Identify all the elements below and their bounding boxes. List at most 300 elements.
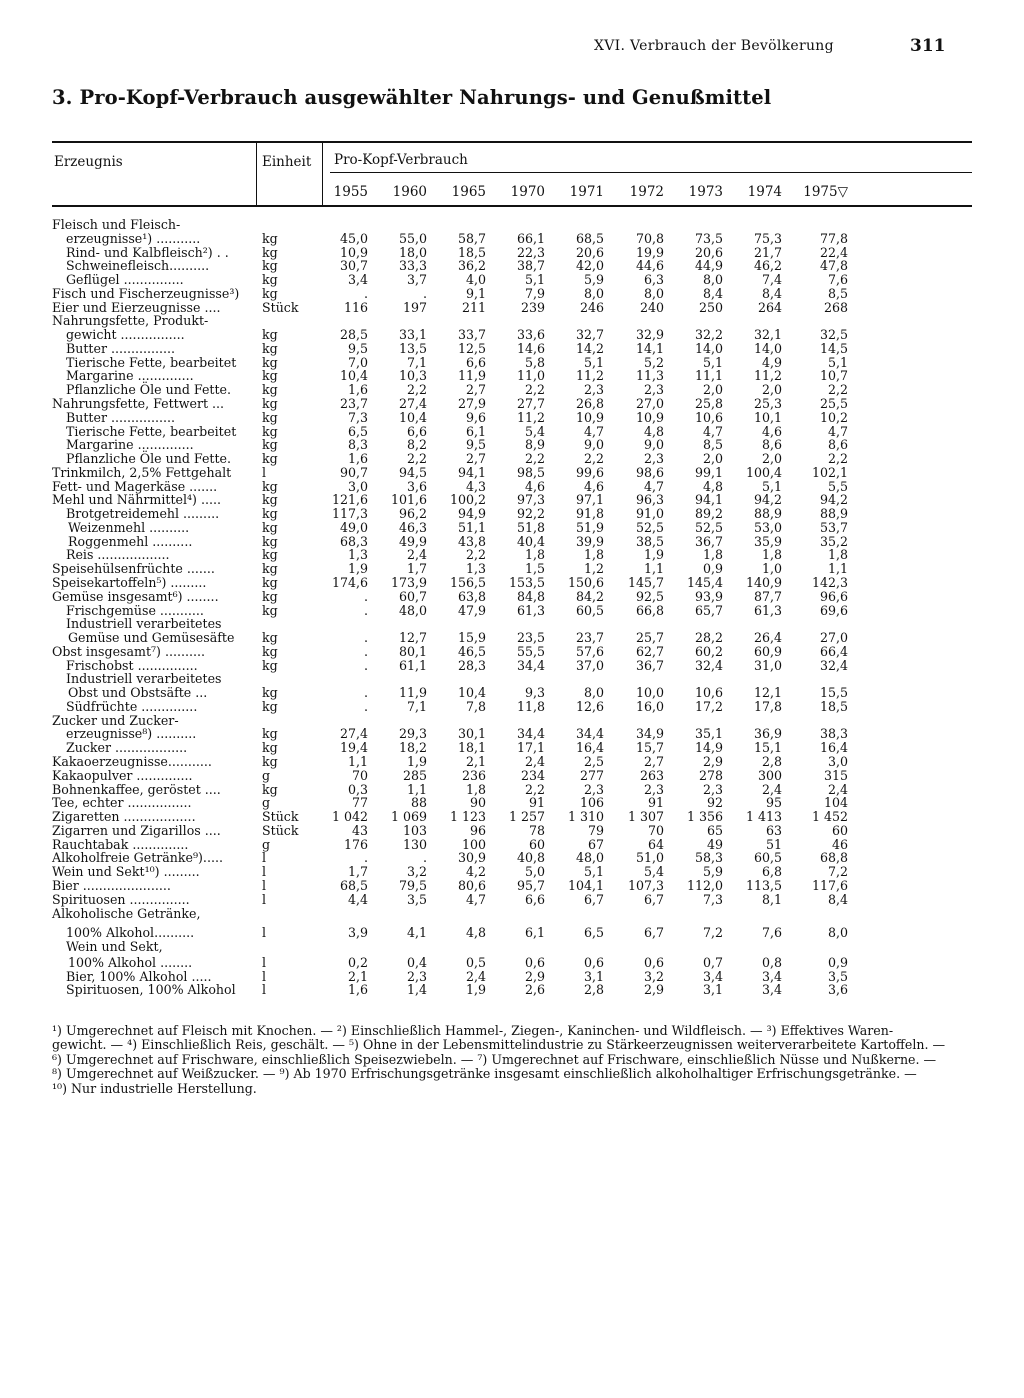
value-cell: 3,4 [761,968,782,984]
row-unit: kg [262,423,278,439]
table-row [0,956,1024,970]
value-cell: 34,4 [575,726,604,742]
row-label: Schweinefleisch.......... [66,258,210,274]
value-cell: 14,0 [753,340,782,356]
value-cell: 1,5 [524,561,545,577]
value-cell: 14,9 [694,740,723,756]
value-cell: 6,6 [465,354,486,370]
row-label: Brotgetreidemehl ......... [66,506,220,522]
value-cell: 63,8 [457,588,486,604]
value-cell: 2,0 [702,382,723,398]
value-cell: 211 [461,299,486,315]
footnotes [52,1024,952,1096]
row-unit: kg [262,726,278,742]
value-cell: 32,5 [819,327,848,343]
value-cell: 2,4 [761,781,782,797]
value-cell: 0,6 [643,954,664,970]
value-cell: 8,5 [702,437,723,453]
value-cell: 38,3 [819,726,848,742]
value-cell: 32,7 [575,327,604,343]
value-cell: 28,2 [694,630,723,646]
value-cell: 27,0 [819,630,848,646]
value-cell: 89,2 [694,506,723,522]
value-cell: 2,4 [827,781,848,797]
table-row [0,879,1024,893]
value-cell: 3,4 [347,272,368,288]
value-cell: 5,8 [524,354,545,370]
row-label: Bier ...................... [52,877,171,893]
row-unit: l [262,891,267,907]
value-cell: 96,3 [635,492,664,508]
value-cell: 27,0 [635,396,664,411]
value-cell: 7,1 [406,354,427,370]
value-cell: 98,5 [516,464,545,480]
row-label: Roggenmehl .......... [68,533,193,549]
row-label: Tee, echter ................ [52,795,192,811]
row-label: Zucker .................. [66,740,188,756]
value-cell: 27,4 [398,396,427,411]
value-cell: 6,6 [406,423,427,439]
value-cell: 174,6 [331,575,368,591]
value-cell: 2,3 [643,382,664,398]
row-label: Speisehülsenfrüchte ....... [52,561,215,577]
value-cell: 88,9 [753,506,782,522]
value-cell: 264 [757,299,782,315]
row-label: Speisekartoffeln⁵) ......... [52,575,207,591]
row-label: Zigarren und Zigarillos .... [52,822,221,838]
value-cell: 4,6 [761,423,782,439]
row-unit: l [262,968,267,984]
value-cell: 33,7 [457,327,486,343]
value-cell: 5,4 [643,864,664,880]
value-cell: 43 [351,822,368,838]
value-cell: 6,7 [643,925,664,941]
value-cell: 96,2 [398,506,427,522]
row-unit: Stück [262,809,299,825]
value-cell: 92,2 [516,506,545,522]
value-cell: 26,4 [753,630,782,646]
value-cell: 117,3 [331,506,368,522]
value-cell: 1 310 [567,809,604,825]
row-label: Wein und Sekt, [66,939,163,955]
value-cell: 4,2 [465,864,486,880]
value-cell: 88 [410,795,427,811]
value-cell: 34,9 [635,726,664,742]
year-header: 1955 [333,184,368,200]
value-cell: 35,9 [753,533,782,549]
value-cell: 95 [765,795,782,811]
value-cell: 33,1 [398,327,427,343]
table-row [0,755,1024,769]
table-row [0,218,1024,232]
value-cell: 40,8 [516,850,545,866]
value-cell: 8,1 [761,891,782,907]
value-cell: 3,0 [347,478,368,494]
value-cell: 3,2 [643,968,664,984]
value-cell: 5,1 [827,354,848,370]
value-cell: 99,1 [694,464,723,480]
value-cell: 55,0 [398,230,427,246]
footnote-line: gewicht. — ⁴) Einschließlich Reis, geschält. — ⁵) Ohne in der Lebensmittelindustrie zu Stärkeerzeugnissen weiterverarbeitete Kartoffeln. — [52,1037,946,1053]
value-cell: 8,4 [761,285,782,301]
row-unit: kg [262,327,278,343]
value-cell: 88,9 [819,506,848,522]
value-cell: 18,5 [819,698,848,714]
row-label: Rauchtabak .............. [52,836,189,852]
value-cell: 2,1 [347,968,368,984]
value-cell: 18,0 [398,244,427,260]
row-label: Zigaretten .................. [52,809,196,825]
value-cell: 10,9 [575,409,604,425]
row-label: Bohnenkaffee, geröstet .... [52,781,221,797]
value-cell: 6,1 [524,925,545,941]
value-cell: 27,9 [457,396,486,411]
value-cell: 4,8 [465,925,486,941]
value-cell: . [363,657,368,673]
value-cell: 30,7 [339,258,368,274]
value-cell: 60,2 [694,643,723,659]
year-header: 1971 [569,184,604,200]
value-cell: 2,9 [702,754,723,770]
value-cell: 100,2 [449,492,486,508]
value-cell: 2,1 [465,754,486,770]
year-header: 1973 [688,184,723,200]
value-cell: 8,9 [524,437,545,453]
value-cell: 10,9 [339,244,368,260]
value-cell: 49 [706,836,723,852]
value-cell: 2,7 [465,451,486,467]
value-cell: . [363,630,368,646]
value-cell: 80,6 [457,877,486,893]
value-cell: 5,1 [583,864,604,880]
value-cell: 60,9 [753,643,782,659]
value-cell: 173,9 [390,575,427,591]
value-cell: 21,7 [753,244,782,260]
value-cell: 5,1 [702,354,723,370]
value-cell: 10,0 [635,685,664,701]
value-cell: 6,7 [583,891,604,907]
value-cell: 1 069 [390,809,427,825]
value-cell: 2,2 [406,451,427,467]
value-cell: 8,4 [827,891,848,907]
value-cell: 1,8 [524,547,545,563]
value-cell: 2,5 [583,754,604,770]
row-unit: g [262,767,271,783]
value-cell: 16,4 [819,740,848,756]
row-unit: kg [262,437,278,453]
value-cell: 46,5 [457,643,486,659]
value-cell: 4,8 [643,423,664,439]
value-cell: 4,7 [583,423,604,439]
row-label: Pflanzliche Öle und Fette. [66,451,231,467]
value-cell: 8,2 [406,437,427,453]
value-cell: 36,7 [635,657,664,673]
value-cell: 98,6 [635,464,664,480]
value-cell: 1 257 [508,809,545,825]
value-cell: 0,9 [702,561,723,577]
value-cell: 8,3 [347,437,368,453]
table-row [0,466,1024,480]
value-cell: 51,1 [457,519,486,535]
value-cell: 17,1 [516,740,545,756]
row-label: Tierische Fette, bearbeitet [66,423,237,439]
value-cell: 46,2 [753,258,782,274]
value-cell: 1,8 [583,547,604,563]
row-label: gewicht ................ [66,327,185,343]
value-cell: 12,7 [398,630,427,646]
value-cell: 90 [469,795,486,811]
value-cell: 4,7 [643,478,664,494]
value-cell: 94,5 [398,464,427,480]
value-cell: 22,4 [819,244,848,260]
table-row [0,645,1024,659]
value-cell: 37,0 [575,657,604,673]
table-row [0,893,1024,907]
value-cell: 7,2 [702,925,723,941]
value-cell: 14,1 [635,340,664,356]
value-cell: 153,5 [508,575,545,591]
value-cell: 48,0 [398,602,427,618]
footnote-line: ¹⁰) Nur industrielle Herstellung. [52,1080,257,1096]
value-cell: 27,4 [339,726,368,742]
value-cell: 30,9 [457,850,486,866]
value-cell: 0,3 [347,781,368,797]
row-unit: kg [262,506,278,522]
value-cell: . [363,685,368,701]
value-cell: 6,5 [347,423,368,439]
table-row [0,411,1024,425]
value-cell: 92,5 [635,588,664,604]
row-label: Fett- und Magerkäse ....... [52,478,218,494]
value-cell: 3,5 [406,891,427,907]
value-cell: 17,8 [753,698,782,714]
value-cell: 7,2 [827,864,848,880]
value-cell: 93,9 [694,588,723,604]
row-label: Pflanzliche Öle und Fette. [66,382,231,398]
value-cell: 268 [823,299,848,315]
year-header: 1975▽ [803,184,848,200]
value-cell: 94,2 [819,492,848,508]
value-cell: 2,2 [524,382,545,398]
year-header: 1960 [392,184,427,200]
value-cell: 285 [402,767,427,783]
value-cell: 239 [520,299,545,315]
value-cell: 91,8 [575,506,604,522]
value-cell: 68,8 [819,850,848,866]
value-cell: 4,6 [524,478,545,494]
value-cell: 9,5 [347,340,368,356]
value-cell: 84,2 [575,588,604,604]
value-cell: 70 [647,822,664,838]
value-cell: 14,0 [694,340,723,356]
value-cell: 7,4 [761,272,782,288]
header-section-title: XVI. Verbrauch der Bevölkerung [594,38,834,54]
value-cell: 1,1 [827,561,848,577]
row-unit: kg [262,602,278,618]
value-cell: 156,5 [449,575,486,591]
value-cell: 2,7 [643,754,664,770]
value-cell: 51 [765,836,782,852]
value-cell: 0,9 [827,954,848,970]
value-cell: 33,3 [398,258,427,274]
column-divider [256,143,257,205]
value-cell: 47,9 [457,602,486,618]
value-cell: 57,6 [575,643,604,659]
value-cell: 2,4 [406,547,427,563]
value-cell: 66,8 [635,602,664,618]
row-unit: Stück [262,299,299,315]
value-cell: . [363,698,368,714]
value-cell: 14,2 [575,340,604,356]
value-cell: 9,1 [465,285,486,301]
value-cell: 2,3 [702,781,723,797]
value-cell: 3,0 [827,754,848,770]
value-cell: 68,5 [575,230,604,246]
table-row [0,342,1024,356]
value-cell: 176 [343,836,368,852]
value-cell: 2,2 [465,547,486,563]
value-cell: 75,3 [753,230,782,246]
value-cell: 66,1 [516,230,545,246]
value-cell: 4,6 [583,478,604,494]
value-cell: 36,9 [753,726,782,742]
value-cell: 25,7 [635,630,664,646]
year-header: 1970 [510,184,545,200]
value-cell: 26,8 [575,396,604,411]
value-cell: 17,2 [694,698,723,714]
row-label: 100% Alkohol.......... [66,925,195,941]
value-cell: 73,5 [694,230,723,246]
value-cell: 5,0 [524,864,545,880]
value-cell: 34,4 [516,726,545,742]
value-cell: 58,3 [694,850,723,866]
value-cell: 78 [528,822,545,838]
value-cell: 95,7 [516,877,545,893]
value-cell: 300 [757,767,782,783]
value-cell: 32,4 [694,657,723,673]
value-cell: 11,8 [516,698,545,714]
value-cell: 30,1 [457,726,486,742]
value-cell: 29,3 [398,726,427,742]
value-cell: . [363,850,368,866]
value-cell: 5,5 [827,478,848,494]
value-cell: 0,2 [347,954,368,970]
row-unit: kg [262,396,278,411]
year-header: 1972 [629,184,664,200]
value-cell: 1,7 [347,864,368,880]
row-unit: kg [262,630,278,646]
value-cell: . [422,850,427,866]
value-cell: 8,0 [643,285,664,301]
row-unit: l [262,864,267,880]
value-cell: 91,0 [635,506,664,522]
value-cell: 70 [351,767,368,783]
value-cell: 58,7 [457,230,486,246]
row-label: Mehl und Nährmittel⁴) ..... [52,492,221,508]
value-cell: 10,2 [819,409,848,425]
value-cell: 2,3 [643,781,664,797]
table-title: 3. Pro-Kopf-Verbrauch ausgewählter Nahrungs- und Genußmittel [52,86,772,109]
value-cell: 55,5 [516,643,545,659]
value-cell: 0,5 [465,954,486,970]
value-cell: 63 [765,822,782,838]
row-label: Kakaopulver .............. [52,767,193,783]
row-unit: kg [262,451,278,467]
value-cell: 4,1 [406,925,427,941]
value-cell: 1,9 [406,754,427,770]
value-cell: 7,0 [347,354,368,370]
value-cell: 2,7 [465,382,486,398]
value-cell: 94,2 [753,492,782,508]
row-unit: kg [262,561,278,577]
value-cell: 2,2 [827,382,848,398]
row-unit: kg [262,740,278,756]
value-cell: 7,3 [702,891,723,907]
value-cell: 150,6 [567,575,604,591]
table-row [0,907,1024,921]
value-cell: 142,3 [811,575,848,591]
value-cell: 53,0 [753,519,782,535]
row-unit: kg [262,588,278,604]
value-cell: 97,3 [516,492,545,508]
value-cell: 18,5 [457,244,486,260]
table-row [0,452,1024,466]
table-row [0,397,1024,411]
value-cell: 43,8 [457,533,486,549]
value-cell: 6,5 [583,925,604,941]
value-cell: 27,7 [516,396,545,411]
value-cell: 15,1 [753,740,782,756]
value-cell: . [363,588,368,604]
value-cell: 68,5 [339,877,368,893]
value-cell: 10,6 [694,409,723,425]
value-cell: 121,6 [331,492,368,508]
value-cell: 61,3 [516,602,545,618]
row-unit: l [262,850,267,866]
value-cell: 1,4 [406,982,427,998]
row-unit: kg [262,382,278,398]
table-row [0,700,1024,714]
value-cell: 10,4 [457,685,486,701]
value-cell: 33,6 [516,327,545,343]
value-cell: . [363,285,368,301]
row-label: Industriell verarbeitetes [66,616,222,632]
value-cell: 8,5 [827,285,848,301]
value-cell: 9,0 [643,437,664,453]
value-cell: 94,1 [694,492,723,508]
value-cell: 2,0 [702,451,723,467]
value-cell: 236 [461,767,486,783]
value-cell: 96,6 [819,588,848,604]
value-cell: 1 413 [745,809,782,825]
value-cell: 7,1 [406,698,427,714]
value-cell: 36,7 [694,533,723,549]
value-cell: 2,2 [524,781,545,797]
value-cell: 60,5 [753,850,782,866]
table-row [0,940,1024,954]
row-label: Geflügel ............... [66,272,184,288]
value-cell: 0,6 [524,954,545,970]
row-unit: kg [262,409,278,425]
page-header [0,36,1024,66]
value-cell: 8,0 [583,685,604,701]
row-unit: kg [262,354,278,370]
value-cell: 3,6 [406,478,427,494]
row-unit: l [262,982,267,998]
value-cell: 61,3 [753,602,782,618]
row-unit: kg [262,492,278,508]
value-cell: 11,0 [516,368,545,384]
